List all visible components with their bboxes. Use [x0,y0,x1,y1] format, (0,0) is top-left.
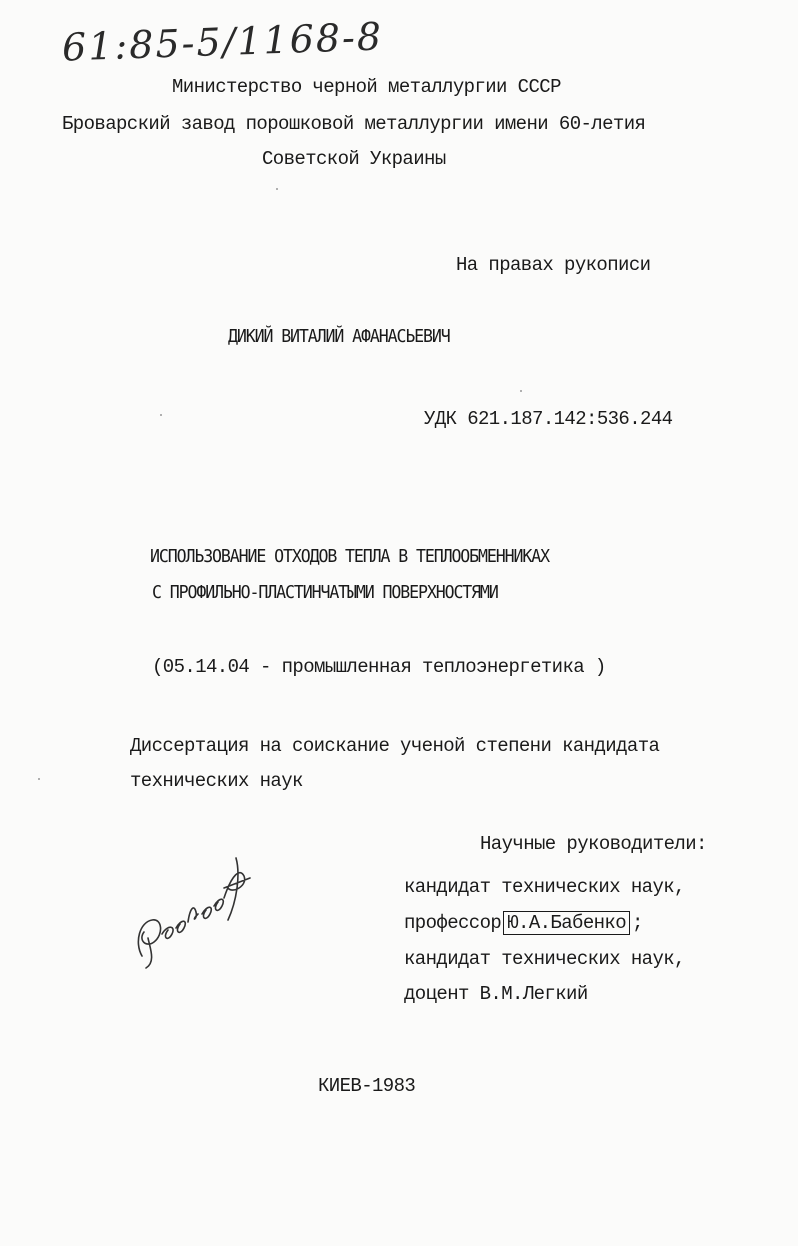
scan-speck [160,414,162,416]
degree-line1: Диссертация на соискание ученой степени кандидата [130,735,660,757]
supervisors-heading: Научные руководители: [480,833,707,855]
supervisor1-degree: кандидат технических наук, [404,876,685,898]
supervisor1-title-name [404,914,643,933]
degree-line2: технических наук [130,770,303,792]
plant-name-line2: Советской Украины [262,148,446,170]
udc-code: УДК 621.187.142:536.244 [424,408,673,430]
supervisor2-title-name: доцент В.М.Легкий [404,983,588,1005]
specialty-code: (05.14.04 - промышленная теплоэнергетика ) [152,656,606,678]
author-name: ДИКИЙ ВИТАЛИЙ АФАНАСЬЕВИЧ [228,326,450,347]
scan-speck [520,390,522,392]
author-signature [128,838,258,978]
supervisor1-suffix: ; [632,912,643,934]
archive-code: 61:85-5/1168-8 [61,14,384,70]
supervisor1-rank: профессор [404,912,502,934]
ministry-name: Министерство черной металлургии СССР [172,76,561,98]
scan-speck [38,778,40,780]
supervisor2-degree: кандидат технических наук, [404,948,685,970]
scan-speck [276,188,278,190]
place-and-year: КИЕВ-1983 [318,1075,416,1097]
manuscript-rights: На правах рукописи [456,254,651,276]
supervisor1-name: Ю.А.Бабенко [503,911,630,935]
plant-name-line1: Броварский завод порошковой металлургии имени 60-летия [62,113,646,135]
title-line2: С ПРОФИЛЬНО-ПЛАСТИНЧАТЫМИ ПОВЕРХНОСТЯМИ [152,582,498,603]
title-line1: ИСПОЛЬЗОВАНИЕ ОТХОДОВ ТЕПЛА В ТЕПЛООБМЕННИКАХ [150,546,549,567]
